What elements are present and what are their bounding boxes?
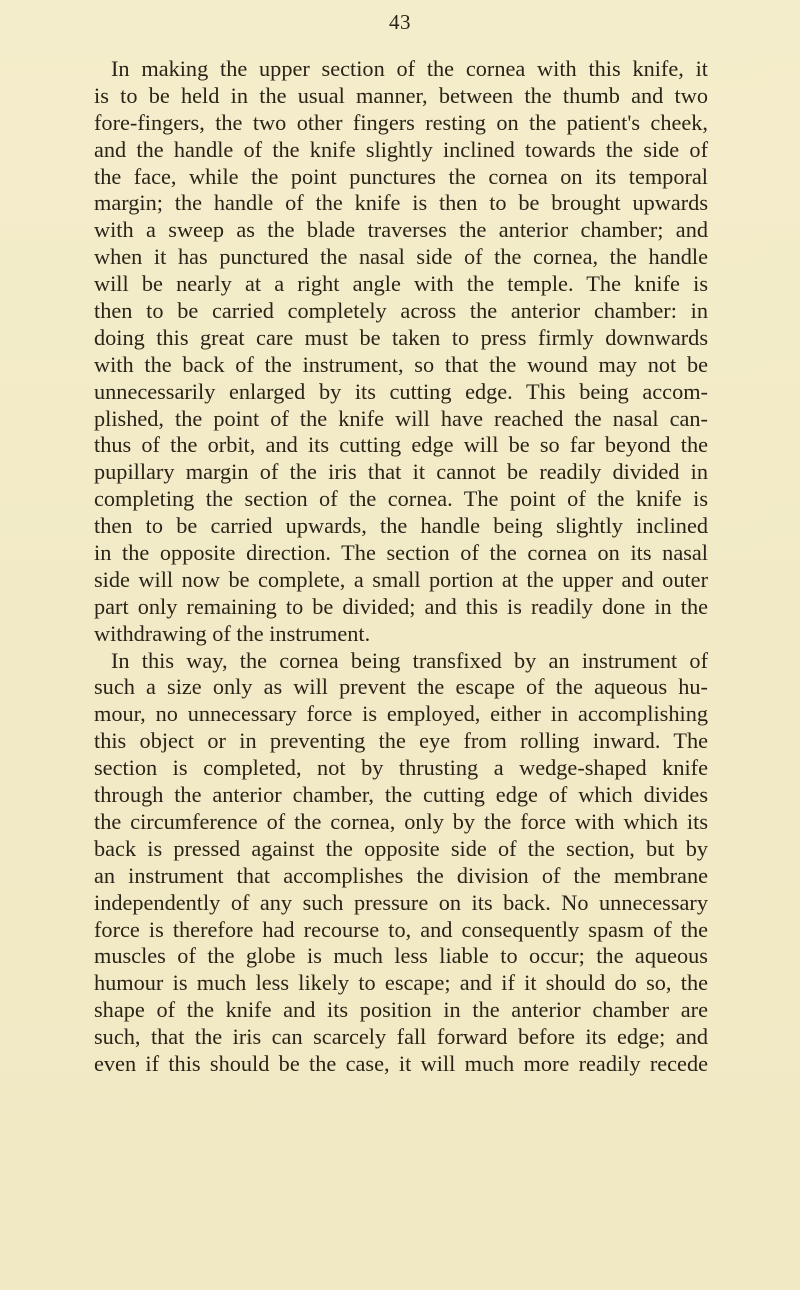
text-line: such, that the iris can scarcely fall forward before its edge; and: [94, 1024, 708, 1050]
body-text: [94, 56, 708, 1078]
paragraph-2: [94, 648, 708, 1078]
text-line: will be nearly at a right angle with the temple. The knife is: [94, 271, 708, 297]
text-line: in the opposite direction. The section of the cornea on its nasal: [94, 540, 708, 566]
text-line: part only remaining to be divided; and this is readily done in the: [94, 593, 708, 619]
page-number: 43: [389, 10, 411, 34]
text-line: through the anterior chamber, the cutting edge of which divides: [94, 782, 708, 808]
text-line: such a size only as will prevent the escape of the aqueous hu-: [94, 674, 708, 700]
text-line: the face, while the point punctures the cornea on its temporal: [94, 163, 708, 189]
text-line: the circumference of the cornea, only by the force with which its: [94, 808, 708, 834]
text-line: back is pressed against the opposite side of the section, but by: [94, 835, 708, 861]
text-line: shape of the knife and its position in the anterior chamber are: [94, 997, 708, 1023]
text-line: this object or in preventing the eye from rolling inward. The: [94, 728, 708, 754]
text-line: humour is much less likely to escape; and if it should do so, the: [94, 970, 708, 996]
text-line: with a sweep as the blade traverses the anterior chamber; and: [94, 217, 708, 243]
text-line: unnecessarily enlarged by its cutting edge. This being accom-: [94, 378, 708, 404]
text-line: In making the upper section of the cornea with this knife, it: [111, 56, 708, 81]
paragraph-1: [94, 56, 708, 648]
text-line: thus of the orbit, and its cutting edge will be so far beyond the: [94, 432, 708, 458]
text-line: an instrument that accomplishes the division of the membrane: [94, 862, 708, 888]
text-line: then to be carried completely across the anterior chamber: in: [94, 298, 708, 324]
text-line: independently of any such pressure on its back. No unnecessary: [94, 889, 708, 915]
text-line: muscles of the globe is much less liable to occur; the aqueous: [94, 943, 708, 969]
text-line: when it has punctured the nasal side of the cornea, the handle: [94, 244, 708, 270]
text-line: and the handle of the knife slightly inclined towards the side of: [94, 136, 708, 162]
text-line: is to be held in the usual manner, between the thumb and two: [94, 82, 708, 108]
text-line: with the back of the instrument, so that the wound may not be: [94, 351, 708, 377]
text-line: side will now be complete, a small portion at the upper and outer: [94, 566, 708, 592]
text-line: even if this should be the case, it will much more readily recede: [94, 1050, 708, 1076]
text-line: pupillary margin of the iris that it cannot be readily divided in: [94, 459, 708, 485]
text-line: doing this great care must be taken to press firmly downwards: [94, 324, 708, 350]
text-line: plished, the point of the knife will have reached the nasal can-: [94, 405, 708, 431]
text-line: withdrawing of the instrument.: [94, 620, 371, 646]
text-line: section is completed, not by thrusting a wedge-shaped knife: [94, 755, 708, 781]
text-line: mour, no unnecessary force is employed, either in accomplishing: [94, 701, 708, 727]
text-line: In this way, the cornea being transfixed by an instrument of: [111, 647, 708, 673]
text-line: fore-fingers, the two other fingers resting on the patient's cheek,: [94, 109, 708, 135]
text-line: force is therefore had recourse to, and consequently spasm of the: [94, 916, 708, 942]
text-line: margin; the handle of the knife is then to be brought upwards: [94, 190, 708, 216]
text-line: completing the section of the cornea. The point of the knife is: [94, 486, 708, 512]
text-line: then to be carried upwards, the handle being slightly inclined: [94, 513, 708, 539]
